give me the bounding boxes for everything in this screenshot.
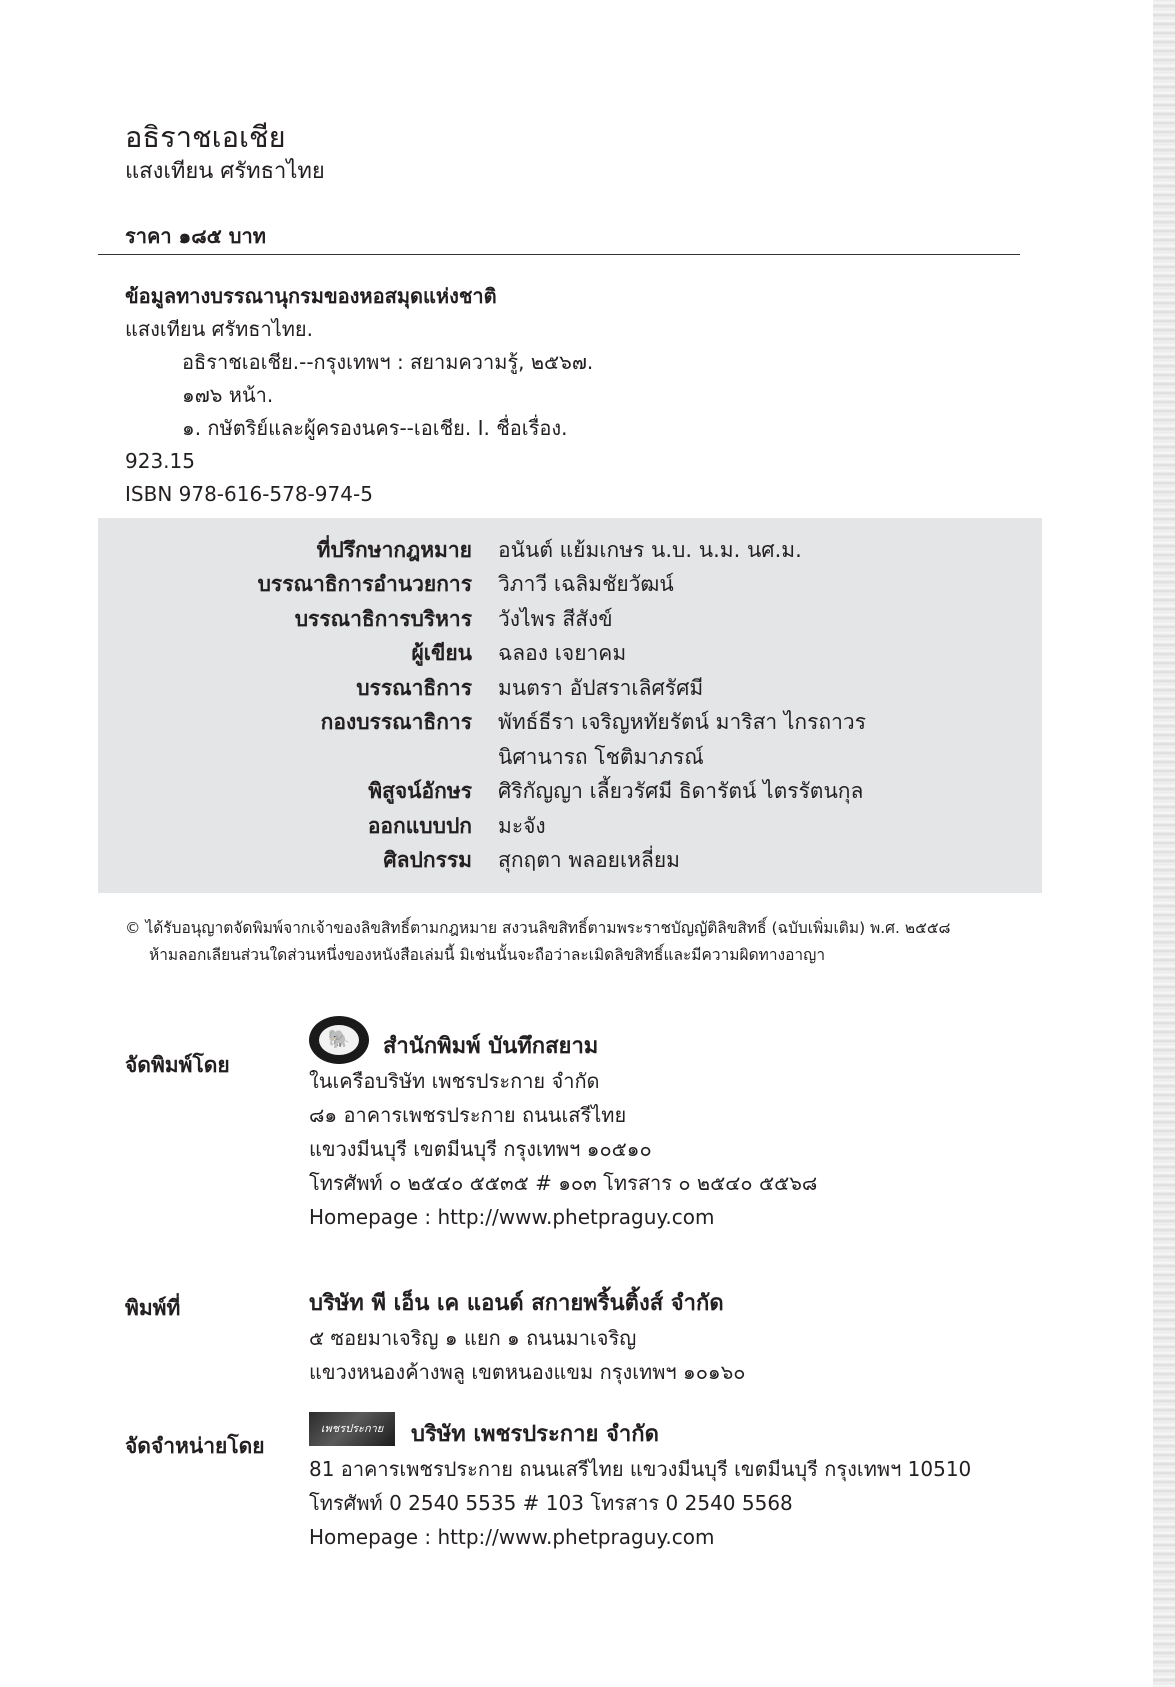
credit-role: ศิลปกรรม bbox=[383, 848, 472, 873]
distributor-name: บริษัท เพชรประกาย จำกัด bbox=[411, 1422, 659, 1447]
cip-author-entry: แสงเทียน ศรัทธาไทย. bbox=[125, 317, 314, 341]
credit-person: มะจัง bbox=[498, 813, 546, 838]
publisher-label: จัดพิมพ์โดย bbox=[125, 1053, 230, 1077]
publisher-line: ๘๑ อาคารเพชรประกาย ถนนเสรีไทย bbox=[309, 1103, 627, 1127]
credit-row bbox=[98, 740, 1042, 775]
credit-person: ฉลอง เจยาคม bbox=[498, 641, 627, 666]
credit-role: ที่ปรึกษากฎหมาย bbox=[316, 537, 472, 562]
distributor-block bbox=[309, 1418, 971, 1554]
publisher-line: โทรศัพท์ ๐ ๒๕๔๐ ๕๕๓๕ # ๑๐๓ โทรสาร ๐ ๒๕๔๐ ๕๕๖๘ bbox=[309, 1171, 818, 1195]
credit-person: วิภาวี เฉลิมชัยวัฒน์ bbox=[498, 572, 674, 597]
credit-row bbox=[98, 602, 1042, 637]
credit-person: วังไพร สีสังข์ bbox=[498, 606, 613, 631]
publisher-block bbox=[309, 1030, 817, 1234]
book-price: ราคา ๑๘๕ บาท bbox=[125, 224, 266, 248]
credit-role: บรรณาธิการ bbox=[356, 675, 472, 700]
publisher-name: สำนักพิมพ์ บันทึกสยาม bbox=[383, 1034, 599, 1059]
distributor-line: 81 อาคารเพชรประกาย ถนนเสรีไทย แขวงมีนบุรี เขตมีนบุรี กรุงเทพฯ 10510 bbox=[309, 1457, 972, 1481]
credit-role: บรรณาธิการอำนวยการ bbox=[257, 572, 472, 597]
credits-list bbox=[98, 533, 1042, 878]
copyright-icon: © bbox=[125, 919, 141, 937]
credit-role: บรรณาธิการบริหาร bbox=[294, 606, 472, 631]
cip-pages: ๑๗๖ หน้า. bbox=[182, 383, 274, 407]
book-author: แสงเทียน ศรัทธาไทย bbox=[125, 159, 325, 184]
credit-person: มนตรา อัปสราเลิศรัศมี bbox=[498, 675, 704, 700]
publisher-homepage: Homepage : http://www.phetpraguy.com bbox=[309, 1205, 715, 1229]
page-edge bbox=[1153, 0, 1175, 1687]
publisher-elephant-logo-icon: 🐘 bbox=[309, 1016, 369, 1064]
publisher-line: แขวงมีนบุรี เขตมีนบุรี กรุงเทพฯ ๑๐๕๑๐ bbox=[309, 1137, 652, 1161]
credit-role: ออกแบบปก bbox=[367, 813, 472, 838]
divider bbox=[98, 254, 1020, 255]
cip-heading: ข้อมูลทางบรรณานุกรมของหอสมุดแห่งชาติ bbox=[125, 284, 497, 308]
credit-row bbox=[98, 637, 1042, 672]
distributor-line: โทรศัพท์ 0 2540 5535 # 103 โทรสาร 0 2540 5568 bbox=[309, 1491, 793, 1515]
copyright-notice bbox=[125, 915, 1035, 969]
credit-row bbox=[98, 706, 1042, 741]
copyright-line-1: ได้รับอนุญาตจัดพิมพ์จากเจ้าของลิขสิทธิ์ตามกฎหมาย สงวนลิขสิทธิ์ตามพระราชบัญญัติลิขสิทธิ์ (ฉบับเพิ่มเติม) พ.ศ. ๒๕๕๘ bbox=[145, 919, 951, 937]
credit-role: พิสูจน์อักษร bbox=[368, 779, 472, 804]
credit-person: ศิริกัญญา เลี้ยวรัศมี ธิดารัตน์ ไตรรัตนกุล bbox=[498, 779, 864, 804]
cip-block bbox=[125, 280, 593, 511]
cip-isbn: ISBN 978-616-578-974-5 bbox=[125, 482, 373, 506]
printer-label: พิมพ์ที่ bbox=[125, 1296, 181, 1320]
credit-row bbox=[98, 844, 1042, 879]
cip-class-number: 923.15 bbox=[125, 449, 195, 473]
credit-person: นิศานารถ โชติมาภรณ์ bbox=[498, 744, 704, 769]
credit-role: ผู้เขียน bbox=[411, 641, 472, 666]
credit-person: สุกฤตา พลอยเหลี่ยม bbox=[498, 848, 681, 873]
credit-role: กองบรรณาธิการ bbox=[320, 710, 472, 735]
printer-line: แขวงหนองค้างพลู เขตหนองแขม กรุงเทพฯ ๑๐๑๖๐ bbox=[309, 1360, 746, 1384]
credit-person: พัทธ์ธีรา เจริญหทัยรัตน์ มาริสา ไกรถาวร bbox=[498, 710, 866, 735]
distributor-homepage: Homepage : http://www.phetpraguy.com bbox=[309, 1525, 715, 1549]
cip-imprint: อธิราชเอเชีย.--กรุงเทพฯ : สยามความรู้, ๒๕๖๗. bbox=[182, 350, 594, 374]
credit-row bbox=[98, 671, 1042, 706]
credit-row bbox=[98, 809, 1042, 844]
publisher-line: ในเครือบริษัท เพชรประกาย จำกัด bbox=[309, 1069, 600, 1093]
credit-person: อนันต์ แย้มเกษร น.บ. น.ม. นศ.ม. bbox=[498, 537, 802, 562]
credit-row bbox=[98, 775, 1042, 810]
credit-row bbox=[98, 533, 1042, 568]
printer-line: ๕ ซอยมาเจริญ ๑ แยก ๑ ถนนมาเจริญ bbox=[309, 1326, 637, 1350]
credit-row bbox=[98, 568, 1042, 603]
printer-block bbox=[309, 1287, 746, 1389]
cip-subject: ๑. กษัตริย์และผู้ครองนคร--เอเชีย. I. ชื่อเรื่อง. bbox=[182, 416, 568, 440]
book-title: อธิราชเอเชีย bbox=[125, 120, 286, 154]
distributor-label: จัดจำหน่ายโดย bbox=[125, 1434, 265, 1458]
copyright-line-2: ห้ามลอกเลียนส่วนใดส่วนหนึ่งของหนังสือเล่มนี้ มิเช่นนั้นจะถือว่าละเมิดลิขสิทธิ์และมีความผิดทางอาญา bbox=[149, 946, 826, 964]
printer-name: บริษัท พี เอ็น เค แอนด์ สกายพริ้นติ้งส์ จำกัด bbox=[309, 1291, 724, 1316]
distributor-logo: เพชรประกาย bbox=[309, 1412, 395, 1446]
